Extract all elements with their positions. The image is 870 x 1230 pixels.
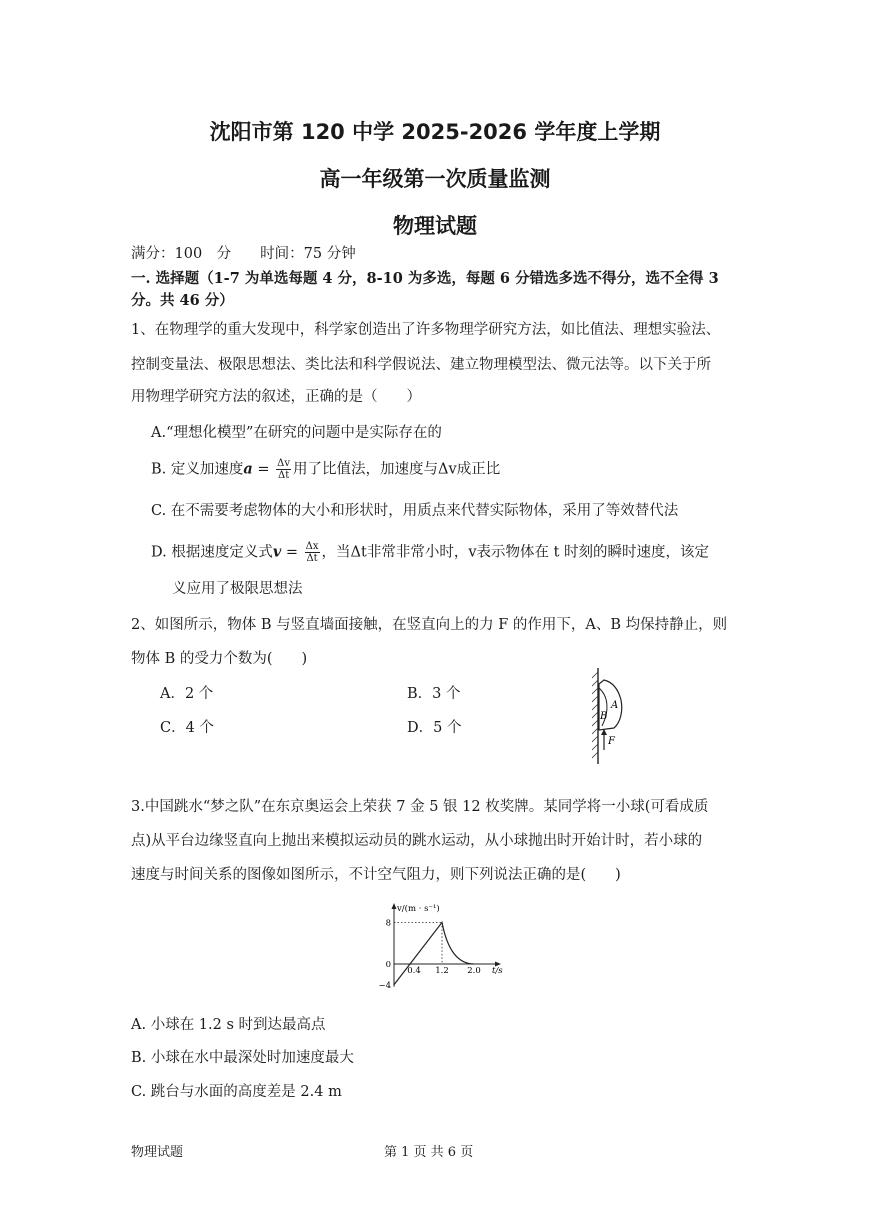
- exam-info: 满分：100 分 时间：75 分钟: [131, 246, 356, 262]
- title-school: 沈阳市第 120 中学 2025-2026 学年度上学期: [209, 120, 661, 144]
- x-tick-label: 0.4: [407, 966, 421, 976]
- q3-option-a: A. 小球在 1.2 s 时到达最高点: [131, 1017, 326, 1033]
- q2-line1: 2、如图所示，物体 B 与竖直墙面接触，在竖直向上的力 F 的作用下，A、B 均保持静止，则: [131, 617, 728, 633]
- title-subject: 物理试题: [393, 214, 477, 238]
- q1-option-d-fraction: $\frac{\Delta x}{\Delta t}$: [305, 541, 319, 564]
- footer-page-number: 第 1 页 共 6 页: [384, 1145, 474, 1160]
- y-axis-arrow: [392, 903, 397, 909]
- q2-option-c: C．4 个: [160, 720, 214, 736]
- velocity-line: [394, 922, 474, 984]
- q1-option-c: C. 在不需要考虑物体的大小和形状时，用质点来代替实际物体，采用了等效替代法: [151, 503, 679, 519]
- q2-option-a: A．2 个: [160, 686, 214, 702]
- chart-series: [394, 922, 474, 984]
- q1-option-b: B. 定义加速度a = $\frac{\Delta v}{\Delta t}$ 用了比值法，加速度与Δv成正比: [151, 458, 501, 481]
- chart-labels: [378, 903, 503, 991]
- q3-velocity-time-chart: [370, 898, 510, 993]
- q2-line2: 物体 B 的受力个数为( ): [131, 651, 308, 667]
- q3-line2: 点)从平台边缘竖直向上抛出来模拟运动员的跳水运动，从小球抛出时开始计时，若小球的: [131, 833, 703, 849]
- q1-option-a: A.“理想化模型”在研究的问题中是实际存在的: [151, 425, 442, 441]
- q2-option-b: B．3 个: [407, 686, 461, 702]
- q1-line1: 1、在物理学的重大发现中，科学家创造出了许多物理学研究方法，如比值法、理想实验法、: [131, 322, 721, 338]
- chart-guides: [394, 922, 442, 964]
- x-axis-label: t/s: [492, 966, 503, 976]
- q3-line3: 速度与时间关系的图像如图所示，不计空气阻力，则下列说法正确的是( ): [131, 867, 621, 883]
- q3-option-c: C. 跳台与水面的高度差是 2.4 m: [131, 1084, 342, 1100]
- y-tick-label: 8: [385, 918, 391, 929]
- q2-option-d: D．5 个: [407, 720, 462, 736]
- q1-line2: 控制变量法、极限思想法、类比法和科学假说法、建立物理模型法、微元法等。以下关于所: [131, 357, 711, 373]
- q1-option-b-fraction: $\frac{\Delta v}{\Delta t}$: [277, 458, 291, 481]
- label-a: A: [611, 700, 619, 711]
- title-grade: 高一年级第一次质量监测: [319, 167, 551, 191]
- footer-left: 物理试题: [131, 1145, 184, 1160]
- q1-option-d: D. 根据速度定义式v = $\frac{\Delta x}{\Delta t}$ ，当Δt非常非常小时，v表示物体在 t 时刻的瞬时速度，该定: [151, 541, 710, 564]
- x-tick-label: 1.2: [435, 966, 449, 976]
- section-heading-line1: 一. 选择题（1-7 为单选每题 4 分，8-10 为多选，每题 6 分错选多选不得分，选不全得 3: [131, 270, 719, 287]
- label-b: B: [600, 711, 608, 722]
- y-tick-label: −4: [378, 980, 391, 991]
- q2-wall-figure: [588, 666, 638, 766]
- q3-option-b: B. 小球在水中最深处时加速度最大: [131, 1050, 354, 1066]
- y-axis-label: v/(m · s⁻¹): [397, 904, 440, 914]
- wall-hatching: [592, 672, 598, 758]
- q3-line1: 3.中国跳水“梦之队”在东京奥运会上荣获 7 金 5 银 12 枚奖牌。某同学将一小球(可看成质: [131, 799, 709, 815]
- y-tick-label: 0: [385, 960, 391, 970]
- q1-option-d-line2: 义应用了极限思想法: [172, 581, 303, 597]
- q1-line3: 用物理学研究方法的叙述，正确的是（ ）: [131, 389, 421, 405]
- x-tick-label: 2.0: [467, 966, 481, 976]
- section-heading-line2: 分。共 46 分）: [131, 292, 234, 309]
- label-f: F: [608, 736, 615, 747]
